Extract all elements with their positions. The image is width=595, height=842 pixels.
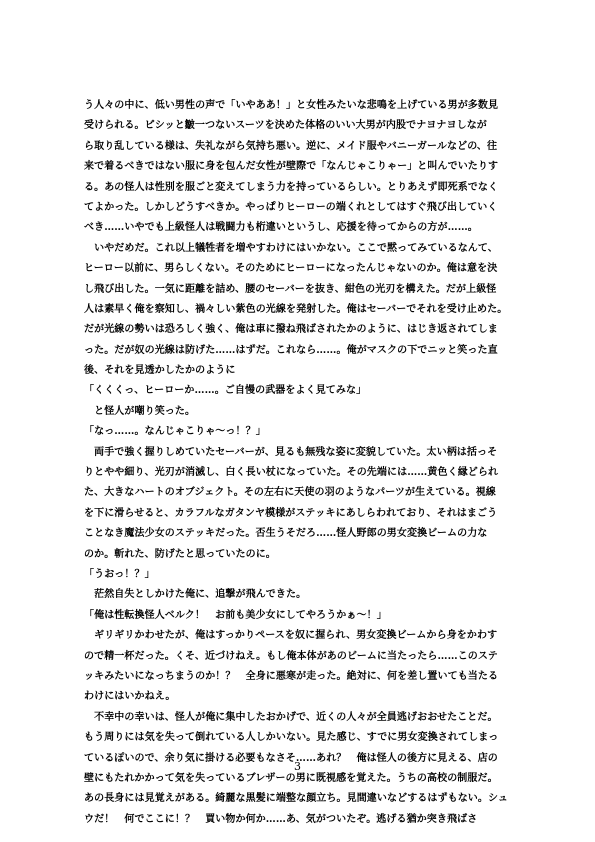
text-line: った。だが奴の光線は防げた……はずだ。これなら……。俺がマスクの下でニッと笑った直 [84,344,498,356]
text-line: いやだめだ。これ以上犠牲者を増やすわけにはいかない。ここで黙ってみているなんて、 [84,242,498,254]
text-line: ッキみたいになっちまうのか！？ 全身に悪寒が走った。絶対に、何を差し置いても当たる [84,670,499,682]
text-line: もう周りには気を失って倒れている人しかいない。見た感じ、すでに男女変換されてしまっ [84,732,499,744]
text-line: る。あの怪人は性別を服ごと変えてしまう力を持っているらしい。とりあえず即死系でなく [84,181,499,193]
text-line: た、大きなハートのオブジェクト。その左右に天使の羽のようなパーツが生えている。視線 [84,487,496,499]
text-line: し飛び出した。一気に距離を詰め、腰のセーバーを抜き、紺色の光刃を構えた。だが上級怪 [84,283,497,295]
text-line: わけにはいかねえ。 [84,691,176,703]
text-line: だが光線の勢いは恐ろしく強く、俺は車に撥ね飛ばされたかのように、はじき返されてしま [84,324,498,336]
page-number: 3 [294,760,301,773]
text-line: 受けられる。ピシッと皺一つないスーツを決めた体格のいい大男が内股でナヨナヨしなが [84,120,487,132]
text-line: と怪人が嘲り笑った。 [84,405,196,417]
text-line: ことなき魔法少女のステッキだった。否生うそだろ……怪人野郎の男女変換ビームの力な [84,528,488,540]
text-line: ので精一杯だった。くそ、近づけねえ。もし俺本体があのビームに当たったら……このステ [84,650,498,662]
text-line: 人は素早く俺を察知し、禍々しい紫色の光線を発射した。俺はセーバーでそれを受け止めた。 [84,303,508,315]
text-line: 壁にもたれかかって気を失っているブレザーの男に既視感を覚えた。うちの高校の制服だ。 [84,772,498,784]
text-line: のか。斬れた、防げたと思っていたのに。 [84,548,276,560]
text-line: う人々の中に、低い男性の声で「いやああ！」と女性みたいな悲鳴を上げている男が多数見 [84,100,499,111]
text-line: あの長身には見覚えがある。綺麗な黒髪に端整な顔立ち。見間違いなどするはずもない。シュ [84,793,508,805]
text-line: ているぽいので、余り気に掛ける必要もなさそ……あれ？ 俺は怪人の後方に見える、店の [84,752,498,764]
text-line: 「うおっ！？」 [84,568,155,580]
text-line: 「俺は性転換怪人ベルク！ お前も美少女にしてやろうかぁ〜！」 [84,609,387,621]
text-line: 不幸中の幸いは、怪人が俺に集中したおかげで、近くの人々が全員逃げおおせたことだ。 [84,711,498,723]
text-line: 後、それを見透かしたかのように [84,365,236,377]
text-line: 「くくくっ、ヒーローか……。ご自慢の武器をよく見てみな」 [84,385,367,397]
text-line: ウだ！ 何でここに！？ 買い物か何か……あ、気がついたぞ。逃げる猶か突き飛ばさ [84,813,478,825]
text-line: りとやや細り、光刃が消滅し、白く長い杖になっていた。その先端には……黄色く縁どられ [84,467,499,479]
text-line: ヒーロー以前に、男らしくない。そのためにヒーローになったんじゃないのか。俺は意を決 [84,263,498,275]
text-line: ら取り乱している様は、失礼ながら気持ち悪い。逆に、メイド服やバニーガールなどの、往 [84,140,498,152]
text-line: を下に滑らせると、カラフルなガタンヤ模様がステッキにあしらわれており、それはまごう [84,507,498,519]
text-line: 「なっ……。なんじゃこりゃ〜っ！？」 [84,426,266,438]
text-line: 来で着るべきではない服に身を包んだ女性が壁際で「なんじゃこりゃー」と叫んでいたりす [84,161,499,173]
text-line: 両手で強く握りしめていたセーバーが、見るも無残な姿に変貌していた。太い柄は括っそ [84,446,498,458]
body-text [84,96,514,830]
text-line: てよかった。しかしどうすべきか。やっぱりヒーローの端くれとしてはすぐ飛び出していく [84,201,498,213]
text-line: ギリギリかわせたが、俺はすっかりペースを奴に握られ、男女変換ビームから身をかわす [84,630,498,642]
text-line: べき……いやでも上級怪人は戦闘力も桁違いというし、応援を待ってからの方が……。 [84,222,478,234]
text-line: 茫然自失としかけた俺に、追撃が飛んできた。 [84,589,307,601]
